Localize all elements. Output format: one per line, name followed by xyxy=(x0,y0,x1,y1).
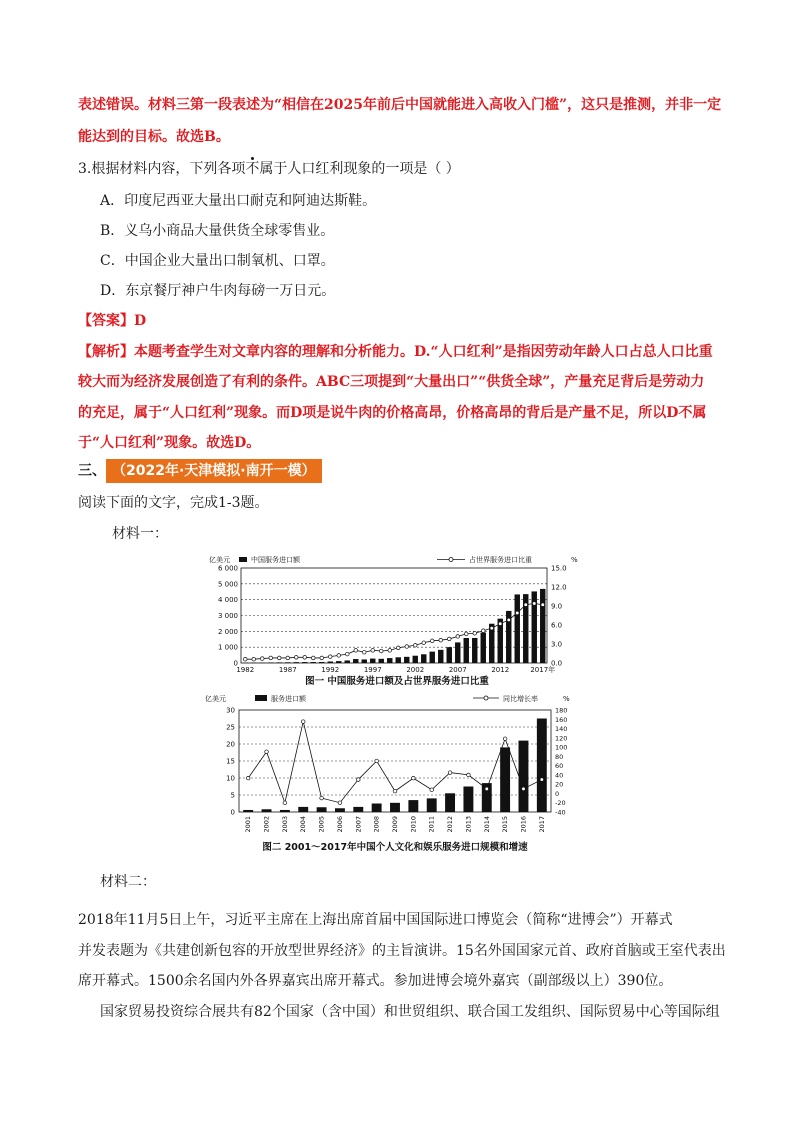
chart1-share-point xyxy=(286,656,290,660)
chart2-x-tick: 2014 xyxy=(482,816,491,833)
question-3 xyxy=(78,159,460,179)
chart2-left-tick: 25 xyxy=(226,723,235,732)
option-d: D．东京餐厅神户牛肉每磅一万日元。 xyxy=(100,283,336,299)
chart2-growth-point xyxy=(393,789,397,793)
chart1-share-point xyxy=(337,654,341,658)
chart2-right-tick: 20 xyxy=(555,780,564,789)
chart1-share-point xyxy=(396,646,400,650)
chart-1 xyxy=(209,555,578,687)
chart1-bar xyxy=(540,589,545,663)
chart2-growth-point xyxy=(338,801,342,805)
chart1-title: 图一 中国服务进口额及占世界服务进口比重 xyxy=(305,676,489,687)
chart1-bar xyxy=(447,647,452,663)
chart1-share-point xyxy=(473,631,477,635)
section-number: 三、 xyxy=(78,463,106,479)
chart2-x-tick: 2002 xyxy=(262,816,271,833)
chart2-x-tick: 2016 xyxy=(519,816,528,833)
chart1-share-point xyxy=(294,656,298,660)
chart1-share-point xyxy=(430,639,434,643)
chart1-left-tick: 6 000 xyxy=(217,564,238,573)
chart2-growth-point xyxy=(448,771,452,775)
chart1-share-point xyxy=(541,603,545,607)
chart2-legend-line-label: 同比增长率 xyxy=(503,695,538,703)
chart2-bar xyxy=(445,793,455,812)
option-a: A．印度尼西亚大量出口耐克和阿迪达斯鞋。 xyxy=(100,193,377,209)
chart1-x-tick: 2007 xyxy=(448,666,467,674)
chart2-ylabel-right: % xyxy=(563,695,570,703)
chart2-x-tick: 2009 xyxy=(391,816,399,833)
chart2-growth-point xyxy=(301,720,305,724)
chart1-share-point xyxy=(303,656,307,660)
chart2-x-tick: 2001 xyxy=(244,816,253,833)
chart2-x-tick: 2015 xyxy=(501,816,510,833)
chart2-bar xyxy=(408,800,418,812)
material-1-charts xyxy=(205,550,590,856)
chart2-right-tick: 140 xyxy=(555,725,568,734)
chart1-bar xyxy=(404,657,409,663)
chart1-bar xyxy=(311,662,316,663)
answer-line: 【答案】D xyxy=(78,313,147,329)
chart2-x-tick: 2004 xyxy=(299,816,308,833)
chart1-share-point xyxy=(354,649,358,653)
analysis-line-1: 表述错误。材料三第一段表述为“相信在2025年前后中国就能进入高收入门槛”，这只是推测，并非一定 xyxy=(78,97,722,113)
chart2-bar xyxy=(335,808,345,812)
chart2-right-tick: 80 xyxy=(555,752,564,761)
chart2-bar xyxy=(463,787,473,813)
material-2-para-1c: 席开幕式。1500余名国内外各界嘉宾出席开幕式。参加进博会境外嘉宾（副部级以上）390位。 xyxy=(78,973,673,989)
chart1-bar xyxy=(455,642,460,663)
chart2-growth-point xyxy=(412,776,416,780)
chart1-x-tick: 2002 xyxy=(406,666,425,674)
chart2-bar xyxy=(427,798,437,812)
question-3-emphasis: 不 xyxy=(245,161,260,177)
chart1-share-point xyxy=(371,649,375,653)
chart1-bar xyxy=(387,658,392,663)
chart1-bar xyxy=(362,659,367,663)
chart1-bar xyxy=(413,656,418,663)
charts-svg xyxy=(205,550,590,856)
chart1-legend-bar-swatch xyxy=(239,557,247,562)
chart2-right-tick: 60 xyxy=(555,762,564,771)
chart1-bar xyxy=(472,638,477,663)
chart2-growth-point xyxy=(320,796,324,800)
chart1-right-tick: 3.0 xyxy=(551,640,563,649)
explanation-line-4: 于“人口红利”现象。故选D。 xyxy=(78,435,261,451)
chart1-legend-line-marker xyxy=(449,558,453,562)
chart2-x-tick: 2007 xyxy=(354,816,363,833)
chart1-left-tick: 1 000 xyxy=(217,643,238,652)
chart2-legend-line-marker xyxy=(484,696,488,700)
chart1-share-point xyxy=(345,652,349,656)
chart1-bar xyxy=(268,662,273,663)
chart1-bar xyxy=(438,650,443,663)
chart1-left-tick: 3 000 xyxy=(217,612,238,620)
chart1-ylabel-right: % xyxy=(571,556,578,564)
chart2-legend-bar-label: 服务进口额 xyxy=(271,695,306,703)
explanation-line-1: 【解析】本题考查学生对文章内容的理解和分析能力。D.“人口红利”是指因劳动年龄人口占总人口比重 xyxy=(78,344,713,360)
chart1-right-tick: 15.0 xyxy=(551,564,567,573)
chart2-bar xyxy=(262,809,272,812)
chart1-share-point xyxy=(490,626,494,630)
chart1-bar xyxy=(336,661,341,663)
chart1-share-point xyxy=(524,603,528,607)
chart1-bar xyxy=(345,660,350,663)
chart2-bar xyxy=(317,807,327,812)
chart2-left-tick: 10 xyxy=(226,774,235,783)
chart2-left-tick: 5 xyxy=(230,791,235,800)
chart1-share-point xyxy=(439,638,443,642)
chart1-share-point xyxy=(447,637,451,641)
chart1-left-tick: 5 000 xyxy=(217,580,238,589)
chart2-x-tick: 2003 xyxy=(280,816,289,833)
chart1-share-point xyxy=(498,622,502,626)
reading-instruction: 阅读下面的文字，完成1-3题。 xyxy=(78,495,269,511)
chart2-left-tick: 0 xyxy=(230,808,235,817)
chart1-x-tick: 1992 xyxy=(321,666,340,674)
analysis-line-2: 能达到的目标。故选B。 xyxy=(78,129,230,145)
chart1-bar xyxy=(379,659,384,663)
chart1-share-point xyxy=(481,629,485,633)
chart2-right-tick: -40 xyxy=(555,808,566,817)
chart1-share-point xyxy=(413,643,417,647)
chart1-share-point xyxy=(422,641,426,645)
chart1-x-tick: 1987 xyxy=(278,666,297,674)
chart1-share-point xyxy=(456,635,460,639)
chart1-share-point xyxy=(379,649,383,653)
chart2-legend-bar-swatch xyxy=(255,695,267,701)
chart2-left-tick: 30 xyxy=(226,706,235,715)
material-2-para-2: 国家贸易投资综合展共有82个国家（含中国）和世贸组织、联合国工发组织、国际贸易中心等国际组 xyxy=(100,1004,720,1020)
chart1-share-point xyxy=(328,655,332,659)
chart1-bar xyxy=(353,659,358,663)
chart1-share-point xyxy=(507,618,511,622)
chart1-bar xyxy=(277,662,282,663)
chart2-x-tick: 2010 xyxy=(409,816,418,833)
chart2-x-tick: 2008 xyxy=(372,816,381,833)
chart2-right-tick: 100 xyxy=(555,743,568,752)
chart1-share-point xyxy=(362,650,366,654)
chart1-share-point xyxy=(269,656,273,660)
chart1-bar xyxy=(285,662,290,663)
chart1-share-point xyxy=(405,645,409,649)
chart-2 xyxy=(205,694,570,853)
chart2-growth-point xyxy=(375,759,379,763)
chart1-right-tick: 12.0 xyxy=(551,583,567,592)
material-2-label: 材料二： xyxy=(100,874,156,890)
chart2-bar xyxy=(390,803,400,812)
chart2-left-tick: 15 xyxy=(226,757,235,766)
chart1-left-tick: 4 000 xyxy=(217,596,238,605)
chart2-x-tick: 2011 xyxy=(427,816,436,833)
chart1-share-point xyxy=(532,602,536,606)
chart1-bar xyxy=(396,657,401,663)
chart1-x-tick: 2012 xyxy=(491,666,510,674)
chart2-bar xyxy=(280,810,290,812)
material-2-para-1b: 并发表题为《共建创新包容的开放型世界经济》的主旨演讲。15名外国国家元首、政府首脑或王室代表出 xyxy=(78,943,726,959)
chart1-bar xyxy=(370,659,375,663)
chart1-x-tick: 2017年 xyxy=(530,666,556,674)
chart2-right-tick: 160 xyxy=(555,715,568,724)
option-b: B．义乌小商品大量供货全球零售业。 xyxy=(100,223,335,239)
option-c: C．中国企业大量出口制氧机、口罩。 xyxy=(100,253,335,269)
chart2-x-tick: 2012 xyxy=(446,816,455,833)
chart2-bar xyxy=(537,719,547,813)
chart1-bar xyxy=(515,594,520,663)
question-3-pre: 3.根据材料内容，下列各项 xyxy=(78,161,246,177)
chart1-bar xyxy=(421,654,426,663)
chart2-right-tick: 40 xyxy=(555,771,564,780)
question-3-post: 属于人口红利现象的一项是（ ） xyxy=(259,161,460,177)
explanation-line-2: 较大而为经济发展创造了有利的条件。ABC三项提到“大量出口”“供货全球”，产量充足背后是劳动力 xyxy=(78,374,705,390)
chart2-left-tick: 20 xyxy=(226,740,235,749)
chart2-right-tick: 120 xyxy=(555,734,568,743)
chart1-right-tick: 6.0 xyxy=(551,621,563,630)
chart1-x-tick: 1982 xyxy=(236,666,255,674)
section-source-tag: （2022年·天津模拟·南开一模） xyxy=(106,459,322,483)
chart2-x-tick: 2006 xyxy=(335,816,344,833)
chart1-bar xyxy=(481,633,486,663)
chart2-bar xyxy=(243,810,253,812)
chart1-share-point xyxy=(243,657,247,661)
chart2-growth-point xyxy=(265,750,269,754)
material-1-label: 材料一： xyxy=(112,526,168,542)
explanation-line-3: 的充足，属于“人口红利”现象。而D项是说牛肉的价格高昂，价格高昂的背后是产量不足，所以D不属 xyxy=(78,405,707,421)
chart1-bar xyxy=(294,662,299,663)
chart1-share-point xyxy=(260,657,264,661)
chart1-bar xyxy=(430,652,435,663)
chart1-legend-line-label: 占世界服务进口比重 xyxy=(469,556,532,564)
chart2-right-tick: -20 xyxy=(555,799,566,808)
chart2-x-tick: 2005 xyxy=(317,816,326,833)
chart2-bar xyxy=(353,807,363,812)
chart2-growth-point xyxy=(485,787,489,791)
chart1-share-point xyxy=(311,656,315,660)
chart2-growth-point xyxy=(356,778,360,782)
chart1-bar xyxy=(328,661,333,663)
chart2-growth-point xyxy=(467,773,471,777)
chart1-share-point xyxy=(320,656,324,660)
chart1-bar xyxy=(302,662,307,663)
chart1-legend-bar-label: 中国服务进口额 xyxy=(251,556,300,564)
chart1-share-point xyxy=(252,657,256,661)
chart2-growth-point xyxy=(283,801,287,805)
material-2-para-1a: 2018年11月5日上午，习近平主席在上海出席首届中国国际进口博览会（简称“进博会”）开幕式 xyxy=(78,912,673,928)
chart1-bar xyxy=(319,662,324,663)
chart1-ylabel-left: 亿美元 xyxy=(209,556,230,564)
chart1-right-tick: 9.0 xyxy=(551,602,563,611)
chart2-bar xyxy=(519,741,529,812)
chart2-x-tick: 2017 xyxy=(537,816,546,833)
chart2-x-tick: 2013 xyxy=(464,816,473,833)
chart1-share-point xyxy=(464,632,468,636)
chart2-right-tick: 180 xyxy=(555,706,568,715)
chart2-growth-point xyxy=(522,787,526,791)
chart1-right-tick: 0.0 xyxy=(551,659,563,668)
chart2-bar xyxy=(500,747,510,812)
section-heading xyxy=(78,459,322,483)
chart2-bar xyxy=(298,807,308,812)
chart1-x-tick: 1997 xyxy=(363,666,382,674)
chart1-bar xyxy=(464,638,469,663)
chart2-right-tick: 0 xyxy=(555,789,560,798)
chart1-left-tick: 2 000 xyxy=(217,627,238,636)
chart1-share-point xyxy=(515,611,519,615)
chart2-title: 图二 2001～2017年中国个人文化和娱乐服务进口规模和增速 xyxy=(262,842,528,853)
chart1-left-tick: 0 xyxy=(233,659,238,668)
chart2-growth-point xyxy=(246,776,250,780)
chart2-ylabel-left: 亿美元 xyxy=(205,695,226,703)
chart2-growth-point xyxy=(503,737,507,741)
chart2-growth-point xyxy=(540,778,544,782)
chart2-growth-point xyxy=(430,788,434,792)
chart1-share-point xyxy=(277,656,281,660)
chart1-share-point xyxy=(388,649,392,653)
chart2-bar xyxy=(372,804,382,813)
